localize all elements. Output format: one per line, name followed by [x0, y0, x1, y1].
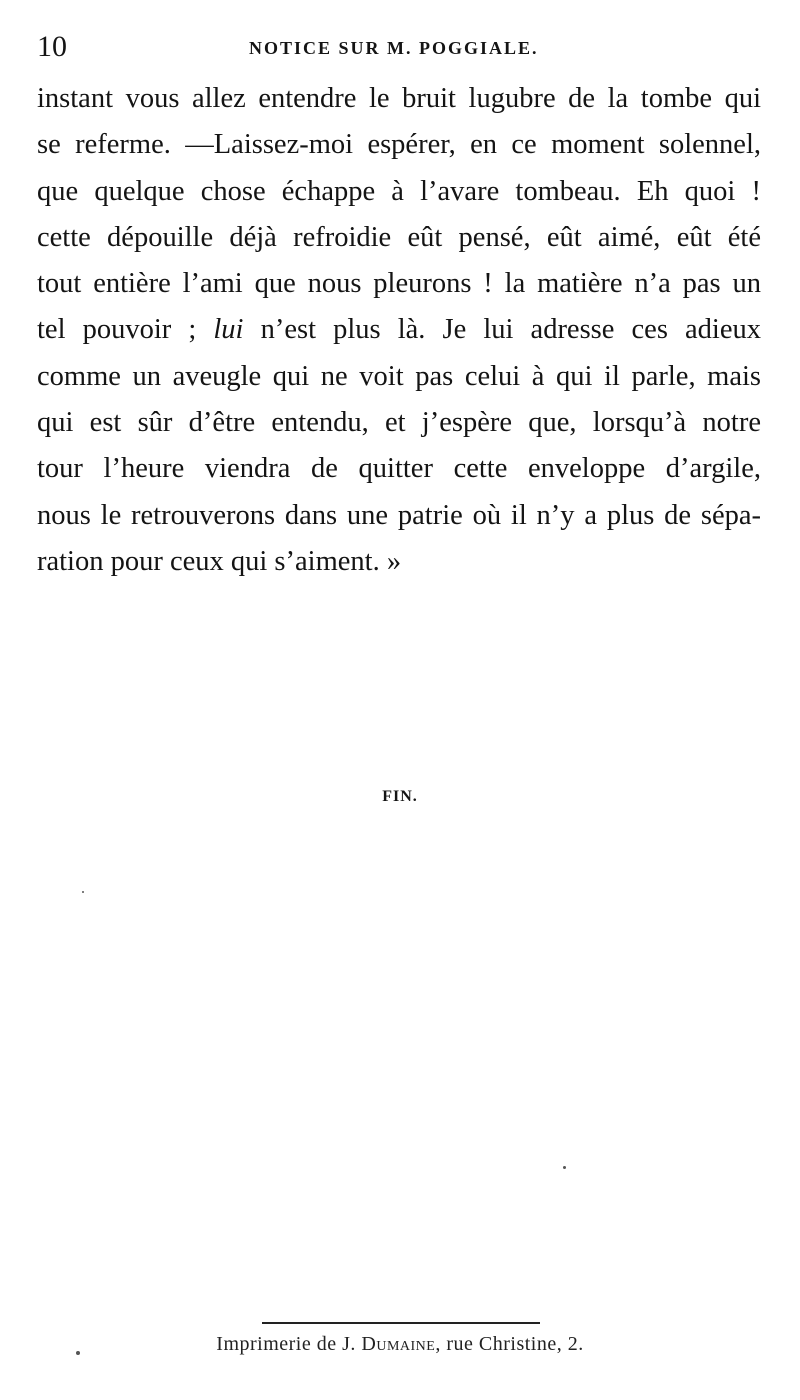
ink-speck	[82, 891, 84, 893]
text-line: se referme. —Laissez-moi espérer, en ce moment solennel,	[37, 129, 761, 161]
text-segment: tel pouvoir ;	[37, 314, 214, 346]
text-line: tout entière l’ami que nous pleurons ! la matière n’a pas un	[37, 268, 761, 300]
text-segment: n’est plus là. Je lui adresse ces adieux	[243, 314, 761, 346]
end-mark: FIN.	[382, 788, 418, 805]
page-number: 10	[37, 30, 67, 63]
text-line: instant vous allez entendre le bruit lugubre de la tombe qui	[37, 83, 761, 114]
italic-word: lui	[213, 314, 244, 346]
imprint-printer-name: Dumaine	[361, 1333, 436, 1355]
text-line: tour l’heure viendra de quitter cette enveloppe d’argile,	[37, 453, 761, 485]
text-line-with-italic	[37, 307, 761, 353]
text-line: qui est sûr d’être entendu, et j’espère que, lorsqu’à notre	[37, 407, 761, 439]
text-line: que quelque chose échappe à l’avare tombeau. Eh quoi !	[37, 175, 761, 207]
text-line: nous le retrouverons dans une patrie où il n’y a plus de sépa-	[37, 499, 761, 531]
running-title: NOTICE SUR M. POGGIALE.	[249, 38, 539, 58]
imprint-suffix: , rue Christine, 2.	[435, 1333, 584, 1355]
text-line: comme un aveugle qui ne voit pas celui à qui il parle, mais	[37, 360, 761, 392]
footer-rule	[262, 1322, 540, 1324]
printer-imprint	[0, 1333, 800, 1356]
ink-speck	[563, 1166, 566, 1169]
running-head	[37, 30, 761, 64]
imprint-prefix: Imprimerie de J.	[216, 1333, 362, 1355]
text-line: cette dépouille déjà refroidie eût pensé, eût aimé, eût été	[37, 221, 761, 253]
body-paragraph	[37, 76, 761, 585]
ink-speck	[76, 1351, 80, 1355]
text-line: ration pour ceux qui s’aiment. »	[37, 545, 402, 577]
